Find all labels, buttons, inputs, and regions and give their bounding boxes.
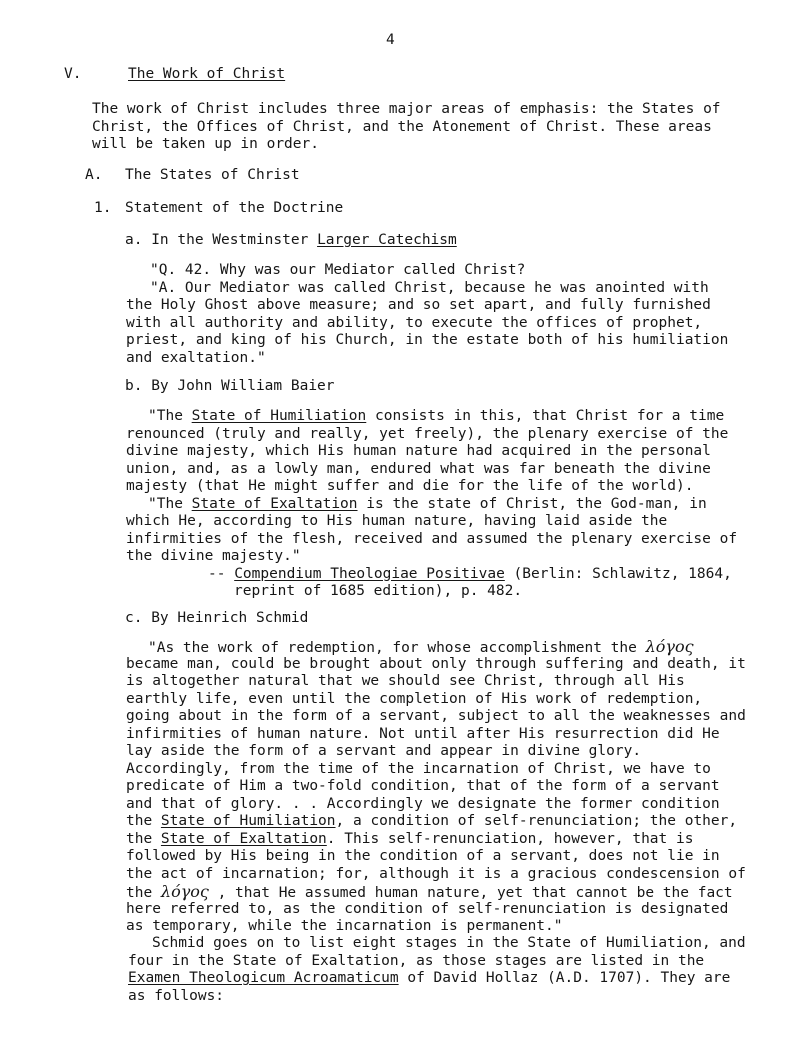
quote-line: followed by His being in the condition of a servant, does not lie in: [126, 848, 720, 864]
quote-text: consists in this, that Christ for a time: [366, 408, 725, 424]
quote-text: the: [126, 813, 161, 829]
item-title: Statement of the Doctrine: [125, 200, 344, 216]
quote-line: and exaltation.": [126, 349, 266, 366]
part-a-heading: [125, 232, 457, 250]
quote-text: the: [126, 830, 161, 847]
quote-line: divine majesty, which His human nature had acquired in the personal: [126, 443, 711, 459]
quote-line: renounced (truly and really, yet freely), the plenary exercise of the: [126, 425, 729, 442]
citation-text: (Berlin: Schlawitz, 1864,: [504, 565, 732, 582]
quote-line: lay aside the form of a servant and appear in divine glory.: [126, 743, 642, 759]
quote-line: as temporary, while the incarnation is permanent.": [126, 918, 563, 934]
quote-text: "As the work of redemption, for whose accomplishment the: [148, 640, 646, 656]
quote-line: the act of incarnation; for, although it is a gracious condescension of: [126, 865, 746, 882]
part-b-heading: b. By John William Baier: [125, 378, 335, 394]
section-title: The Work of Christ: [128, 66, 286, 82]
closing-line: Schmid goes on to list eight stages in the State of Humiliation, and: [152, 935, 746, 951]
quote-open: "The: [148, 495, 192, 512]
subsection-title: The States of Christ: [125, 167, 300, 183]
closing-paragraph: [128, 935, 746, 1005]
citation-title: Compendium Theologiae Positivae: [234, 565, 505, 582]
greek-logos: λόγος: [645, 637, 694, 656]
closing-line: four in the State of Exaltation, as those stages are listed in the: [128, 952, 705, 969]
schmid-quote: [126, 638, 746, 936]
hollaz-title: Examen Theologicum Acroamaticum: [128, 970, 399, 986]
quote-line: is altogether natural that we should see Christ, through all His: [126, 673, 685, 689]
quote-line: predicate of Him a two-fold condition, that of the form of a servant: [126, 778, 720, 794]
quote-line: [126, 496, 737, 514]
closing-line: [128, 970, 746, 988]
quote-line: going about in the form of a servant, subject to all the weaknesses and: [126, 708, 746, 724]
quote-text: the: [126, 885, 161, 901]
quote-line: "Q. 42. Why was our Mediator called Christ?: [150, 262, 526, 278]
item-number: 1.: [94, 200, 112, 216]
quote-line: union, and, as a lowly man, endured what was far beneath the divine: [126, 460, 711, 477]
catechism-quote: [126, 262, 728, 367]
closing-line: as follows:: [128, 987, 225, 1004]
quote-line: the Holy Ghost above measure; and so set apart, and fully furnished: [126, 297, 711, 313]
quote-line: infirmities of human nature. Not until after His resurrection did He: [126, 725, 720, 742]
quote-line: [126, 831, 746, 849]
intro-line: The work of Christ includes three major areas of emphasis: the States of: [92, 101, 721, 117]
section-numeral: V.: [64, 66, 82, 82]
term-state-of-exaltation: State of Exaltation: [160, 830, 327, 847]
subsection-letter: A.: [85, 167, 103, 183]
quote-line: here referred to, as the condition of self-renunciation is designated: [126, 900, 729, 917]
quote-line: with all authority and ability, to execute the offices of prophet,: [126, 314, 703, 331]
closing-text: of David Hollaz (A.D. 1707). They are: [398, 970, 731, 986]
greek-logos: λόγος: [160, 882, 209, 901]
quote-line: and that of glory. . . Accordingly we designate the former condition: [126, 795, 720, 812]
quote-line: infirmities of the flesh, received and assumed the plenary exercise of: [126, 530, 738, 547]
quote-line: "A. Our Mediator was called Christ, because he was anointed with: [150, 279, 709, 296]
citation-line: [126, 566, 737, 584]
part-a-heading-title: Larger Catechism: [317, 232, 457, 248]
intro-line: Christ, the Offices of Christ, and the Atonement of Christ. These areas: [92, 118, 712, 135]
term-state-of-exaltation: State of Exaltation: [191, 495, 358, 512]
quote-line: priest, and king of his Church, in the estate both of his humiliation: [126, 332, 729, 348]
intro-line: will be taken up in order.: [92, 136, 319, 152]
quote-line: became man, could be brought about only through suffering and death, it: [126, 655, 746, 672]
quote-line: Accordingly, from the time of the incarnation of Christ, we have to: [126, 760, 711, 777]
quote-line: [126, 638, 746, 656]
intro-paragraph: [92, 101, 721, 154]
quote-line: earthly life, even until the completion of His work of redemption,: [126, 690, 703, 707]
term-state-of-humiliation: State of Humiliation: [191, 408, 367, 424]
quote-open: "The: [148, 408, 192, 424]
quote-line: [126, 813, 746, 831]
quote-text: . This self-renunciation, however, that is: [326, 830, 694, 847]
part-a-heading-prefix: a. In the Westminster: [125, 232, 318, 248]
quote-text: , that He assumed human nature, yet that cannot be the fact: [208, 885, 733, 901]
quote-text: , a condition of self-renunciation; the other,: [335, 813, 738, 829]
quote-line: [126, 883, 746, 901]
citation-line: reprint of 1685 edition), p. 482.: [234, 583, 523, 599]
baier-quote: [126, 408, 737, 601]
page-number: 4: [386, 32, 395, 48]
quote-line: [126, 408, 737, 426]
term-state-of-humiliation: State of Humiliation: [160, 813, 336, 829]
quote-line: majesty (that He might suffer and die for the life of the world).: [126, 478, 694, 494]
citation-dash: --: [208, 565, 235, 582]
quote-text: is the state of Christ, the God-man, in: [357, 495, 707, 512]
part-c-heading: c. By Heinrich Schmid: [125, 610, 309, 626]
quote-line: the divine majesty.": [126, 548, 301, 564]
quote-line: which He, according to His human nature, having laid aside the: [126, 513, 668, 529]
